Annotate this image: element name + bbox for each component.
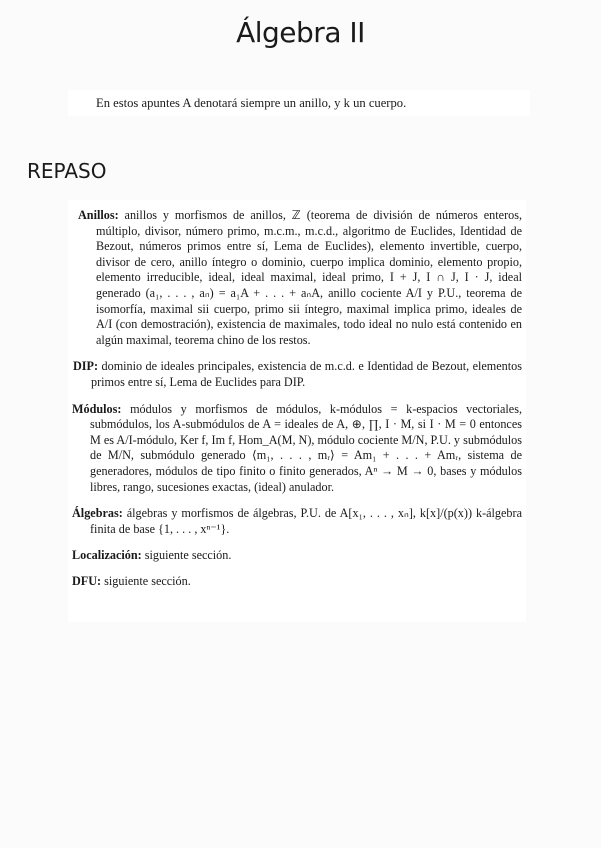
- page-title: Álgebra II: [236, 16, 365, 49]
- entry-text: dominio de ideales principales, existencia de m.c.d. e Identidad de Bezout, elementos primos entre sí, Lema de Euclides para DIP.: [91, 359, 522, 389]
- entry-label: DFU:: [72, 573, 102, 588]
- entry-anillos: [74, 208, 522, 348]
- entry-algebras: [72, 506, 522, 537]
- entry-label: Módulos:: [72, 401, 122, 416]
- review-list: [68, 200, 526, 622]
- entry-localizacion: [72, 548, 522, 564]
- entry-text: siguiente sección.: [104, 573, 191, 588]
- entry-text: módulos y morfismos de módulos, k-módulos = k-espacios vectoriales, submódulos, los A-submódulos de A = ideales de A, ⊕, ∏, I · M, si I · M = 0 entonces M es A/I-módulo, Ker f, Im f, Hom_A(M, N), módulo cociente M/N, P.U. y submódulos de M/N, submódulo generado ⟨m₁, . . . , mᵣ⟩ = Am₁ + . . . + Amᵣ, sistema de generadores, módulos de tipo finito o finito generados, Aⁿ → M → 0, bases y módulos libres, rango, sucesiones exactas, (ideal) anulador.: [90, 401, 523, 494]
- section-heading: REPASO: [27, 159, 107, 183]
- entry-dfu: [72, 574, 522, 590]
- entry-text: anillos y morfismos de anillos, ℤ (teorema de división de números enteros, múltiplo, divisor, número primo, m.c.m., m.c.d., algoritmo de Euclides, Identidad de Bezout, números primos entre sí, Lema de Euclides), elemento invertible, cuerpo, divisor de cero, anillo íntegro o dominio, cuerpo implica dominio, elemento propio, elemento irreducible, ideal, ideal maximal, ideal primo, I + J, I ∩ J, I · J, ideal generado (a₁, . . . , aₙ) = a₁A + . . . + aₙA, anillo cociente A/I y P.U., teorema de isomorfía, maximal sii cuerpo, primo sii íntegro, maximal implica primo, ideales de A/I (con demostración), existencia de maximales, todo ideal no nulo está contenido en algún maximal, teorema chino de los restos.: [96, 208, 523, 347]
- entry-label: DIP:: [73, 359, 99, 374]
- entry-modulos: [72, 402, 522, 496]
- entry-label: Álgebras:: [72, 506, 123, 521]
- entry-label: Anillos:: [78, 208, 119, 222]
- entry-text: siguiente sección.: [144, 548, 232, 563]
- entry-dip: [73, 359, 522, 390]
- entry-text: álgebras y morfismos de álgebras, P.U. de A[x₁, . . . , xₙ], k[x]/(p(x)) k-álgebra finita de base {1, . . . , xⁿ⁻¹}.: [90, 506, 522, 536]
- intro-text: En estos apuntes A denotará siempre un anillo, y k un cuerpo.: [68, 90, 530, 116]
- entry-label: Localización:: [72, 548, 142, 563]
